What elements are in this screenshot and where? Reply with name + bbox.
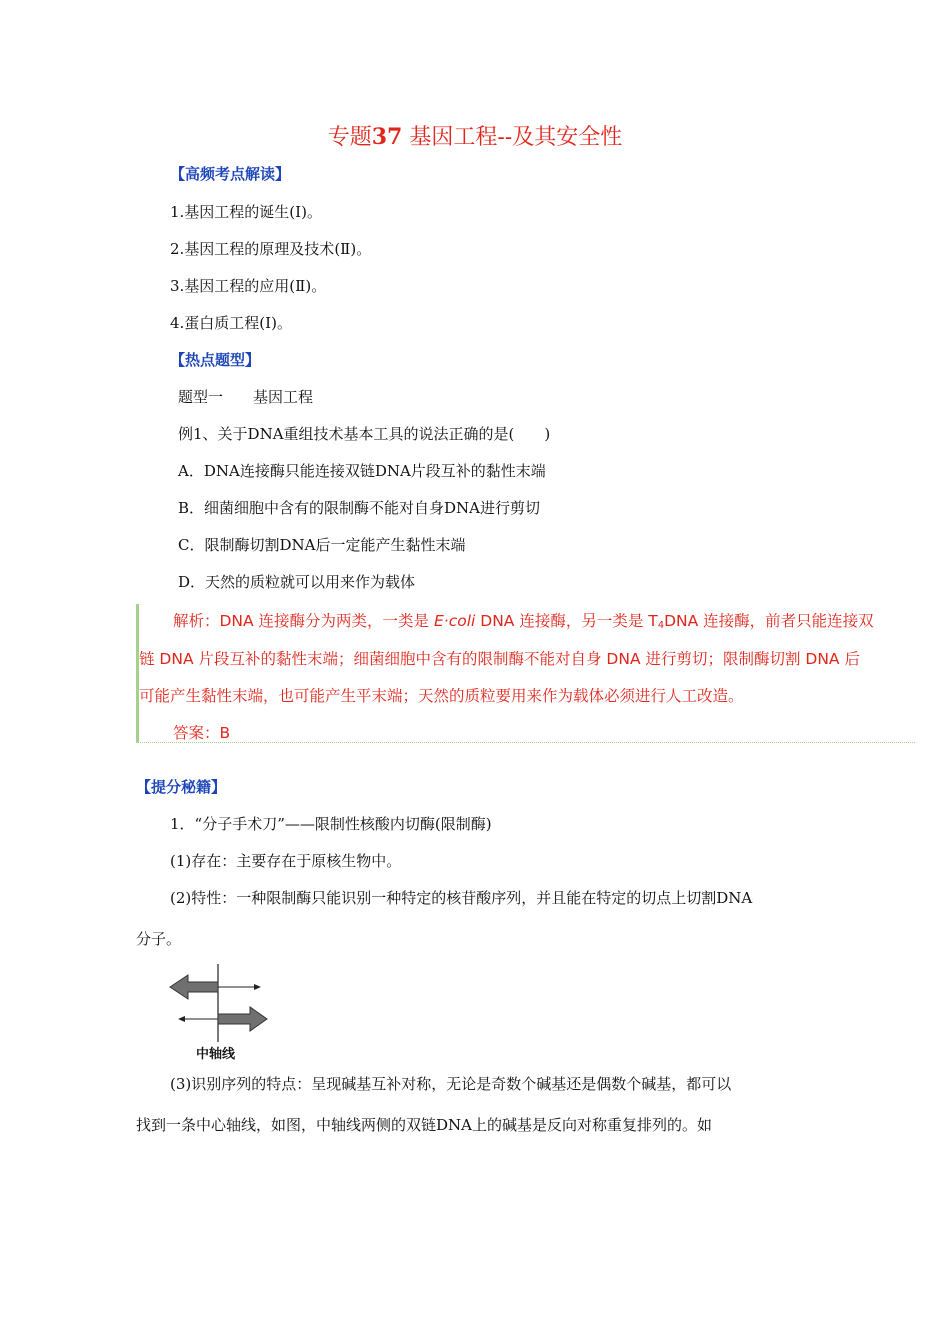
subscript-4: 4 — [657, 620, 665, 631]
key-point-4: 4.蛋白质工程(Ⅰ)。 — [170, 314, 292, 332]
section-heading-key-points: 【高频考点解读】 — [170, 165, 291, 183]
left-arrow-icon — [170, 975, 218, 999]
example-question: 例1、关于DNA重组技术基本工具的说法正确的是( ) — [178, 425, 551, 443]
tip-2: (1)存在：主要存在于原核生物中。 — [170, 852, 402, 870]
analysis-text: DNA 连接酶，前者只能连接双 — [664, 612, 874, 630]
section-heading-tips: 【提分秘籍】 — [136, 778, 227, 796]
tip-4: (3)识别序列的特点：呈现碱基互补对称，无论是奇数个碱基还是偶数个碱基，都可以 — [170, 1075, 732, 1093]
analysis-line-2: 链 DNA 片段互补的黏性末端；细菌细胞中含有的限制酶不能对自身 DNA 进行剪切；限制酶切割 DNA 后 — [139, 650, 860, 668]
option-d: D．天然的质粒就可以用来作为载体 — [178, 573, 416, 591]
option-a: A．DNA连接酶只能连接双链DNA片段互补的黏性末端 — [178, 462, 546, 480]
analysis-line-3: 可能产生黏性末端，也可能产生平末端；天然的质粒要用来作为载体必须进行人工改造。 — [139, 687, 744, 705]
option-c: C．限制酶切割DNA后一定能产生黏性末端 — [178, 536, 466, 554]
tip-3-continued: 分子。 — [136, 930, 182, 948]
analysis-line-1 — [173, 609, 874, 631]
tip-1: 1．“分子手术刀”——限制性核酸内切酶(限制酶) — [170, 815, 492, 833]
title-prefix: 专题 — [327, 125, 372, 150]
key-point-1: 1.基因工程的诞生(Ⅰ)。 — [170, 203, 322, 221]
axis-label: 中轴线 — [196, 1047, 236, 1062]
central-axis-figure — [160, 962, 280, 1062]
right-arrow-icon — [218, 1007, 267, 1031]
title-text: 基因工程--及其安全性 — [409, 125, 623, 150]
answer-text: 答案：B — [173, 724, 231, 742]
page-title — [0, 120, 950, 151]
key-point-2: 2.基因工程的原理及技术(Ⅱ)。 — [170, 240, 372, 258]
tip-4-continued: 找到一条中心轴线，如图，中轴线两侧的双链DNA上的碱基是反向对称重复排列的。如 — [136, 1116, 712, 1134]
left-arrowhead-icon — [178, 1016, 185, 1022]
title-number: 37 — [371, 124, 403, 150]
section-heading-hot-topics: 【热点题型】 — [170, 351, 261, 369]
right-arrowhead-icon — [254, 984, 261, 990]
option-b: B．细菌细胞中含有的限制酶不能对自身DNA进行剪切 — [178, 499, 541, 517]
analysis-text: DNA 连接酶，另一类是 T — [475, 612, 658, 630]
key-point-3: 3.基因工程的应用(Ⅱ)。 — [170, 277, 327, 295]
ecoli-term: E·coli — [434, 612, 476, 630]
tip-3: (2)特性：一种限制酶只能识别一种特定的核苷酸序列，并且能在特定的切点上切割DNA — [170, 889, 753, 907]
analysis-text: 解析：DNA 连接酶分为两类，一类是 — [173, 612, 434, 630]
question-type-label: 题型一 基因工程 — [178, 388, 314, 406]
